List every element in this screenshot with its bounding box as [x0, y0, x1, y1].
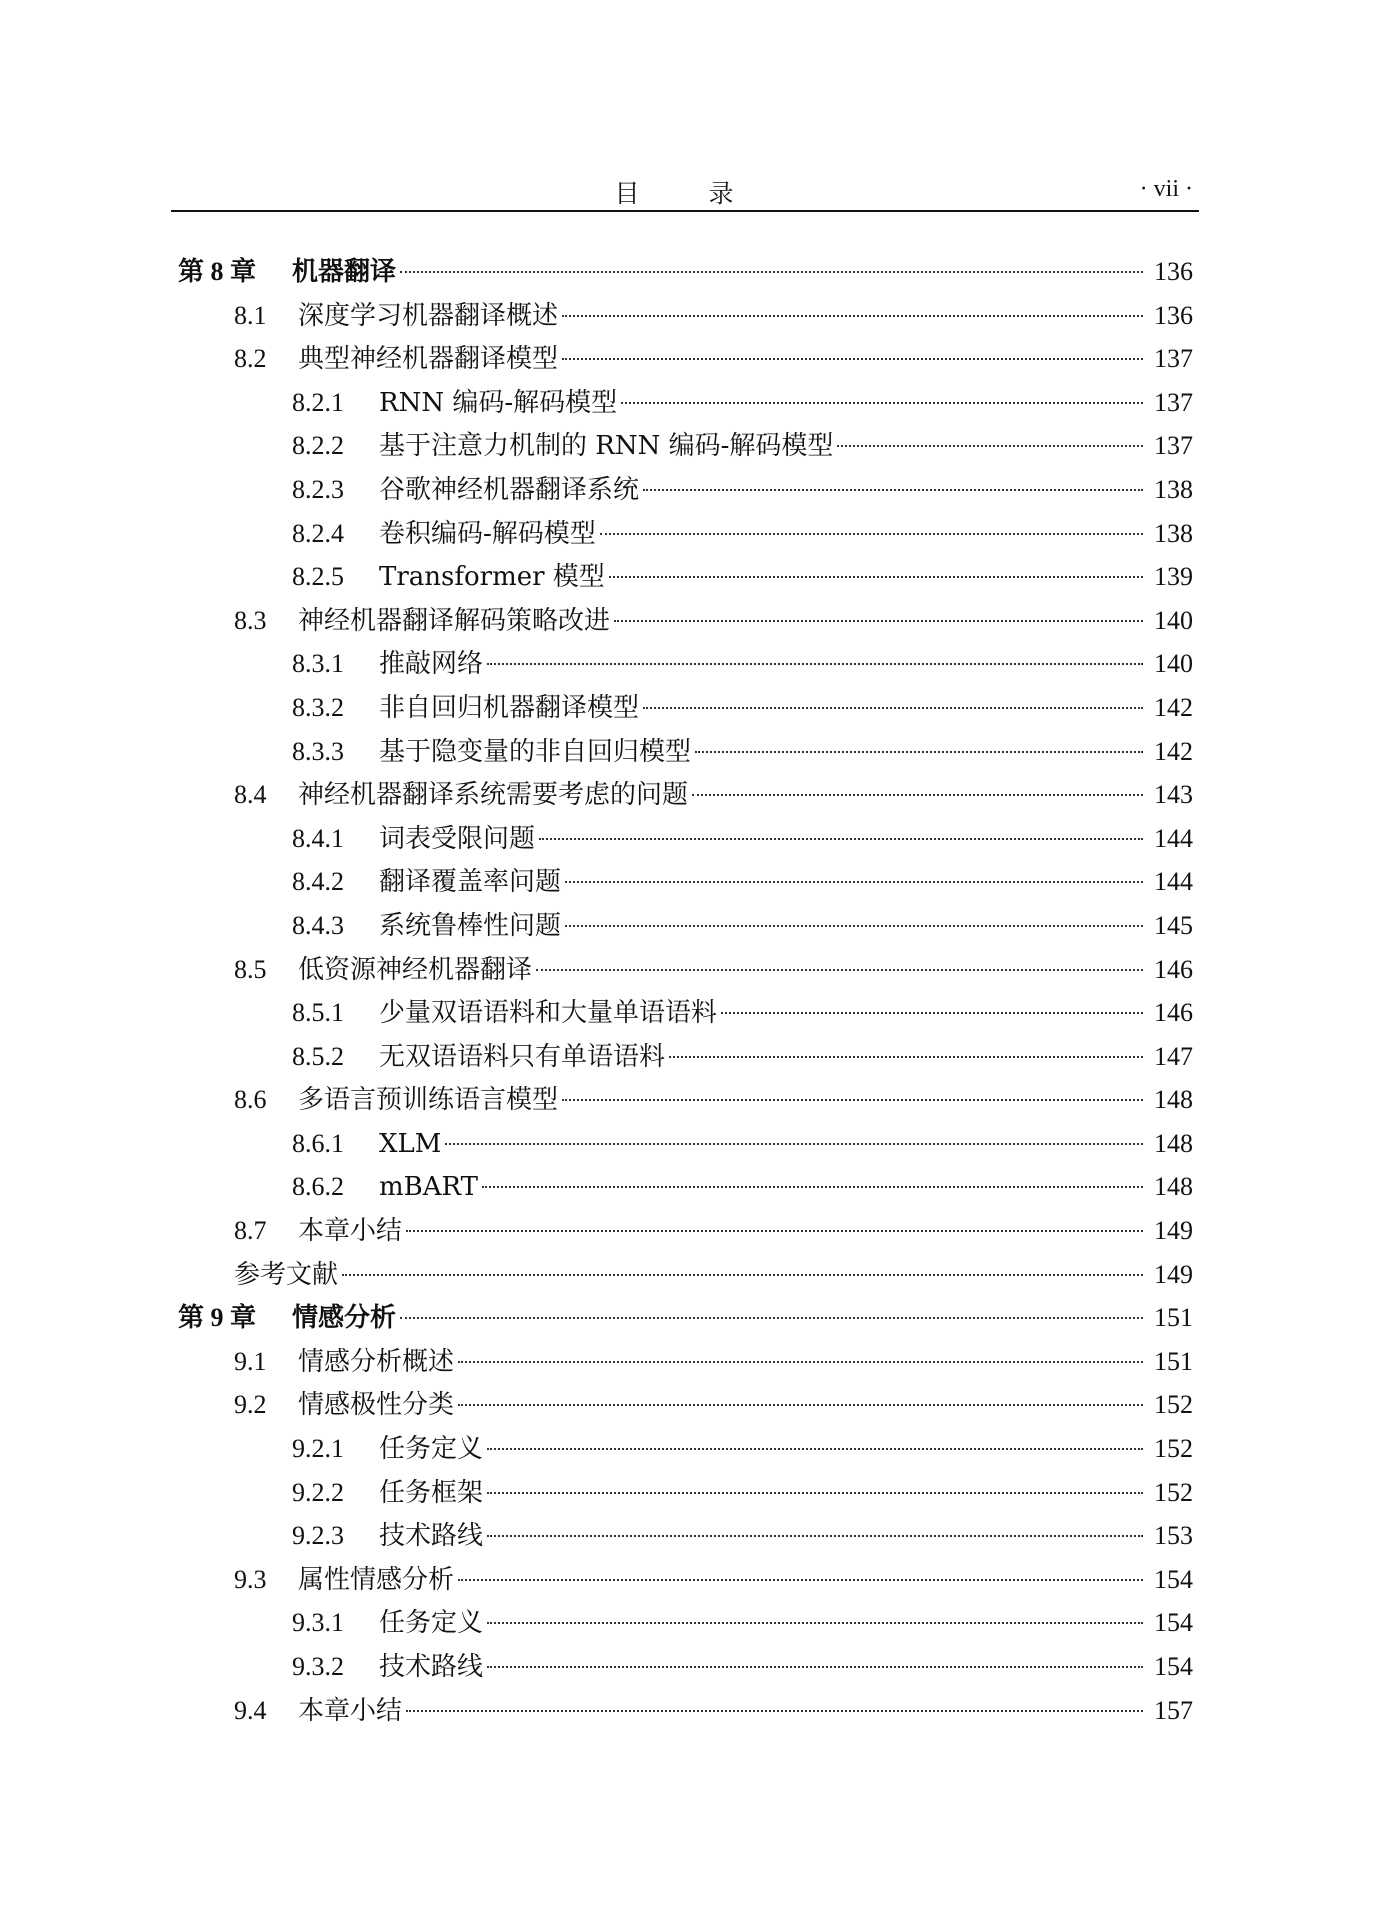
toc-entry-number: 9.3.1 — [292, 1608, 344, 1638]
toc-entry-title: 深度学习机器翻译概述 — [298, 300, 559, 331]
toc-entry-page: 148 — [1154, 1128, 1193, 1158]
toc-entry-title: 情感分析 — [292, 1303, 397, 1334]
toc-entry[interactable] — [171, 730, 1199, 774]
toc-entry[interactable] — [171, 1471, 1199, 1515]
toc-entry[interactable] — [171, 1296, 1199, 1340]
toc-entry-number: 9.2.3 — [292, 1521, 344, 1551]
dot-leader — [669, 1056, 1143, 1058]
toc-entry[interactable] — [171, 1514, 1199, 1558]
toc-entry-number: 8.5.1 — [292, 998, 344, 1028]
toc-entry-title: 本章小结 — [298, 1216, 403, 1247]
toc-entry-page: 151 — [1154, 1303, 1193, 1333]
dot-leader — [692, 794, 1143, 796]
toc-entry-title: 属性情感分析 — [298, 1564, 455, 1595]
toc-entry-title: 谷歌神经机器翻译系统 — [379, 474, 640, 505]
dot-leader — [406, 1710, 1143, 1712]
toc-entry-page: 144 — [1154, 823, 1193, 853]
toc-entry-page: 157 — [1154, 1695, 1193, 1725]
toc-entry-number: 8.2.2 — [292, 431, 344, 461]
toc-entry[interactable] — [171, 991, 1199, 1035]
toc-entry[interactable] — [171, 1427, 1199, 1471]
toc-entry-page: 148 — [1154, 1172, 1193, 1202]
toc-entry-title: 系统鲁棒性问题 — [379, 910, 562, 941]
toc-entry-page: 138 — [1154, 474, 1193, 504]
toc-entry-number: 8.2.1 — [292, 387, 344, 417]
dot-leader — [406, 1230, 1143, 1232]
toc-entry-page: 154 — [1154, 1652, 1193, 1681]
toc-entry[interactable] — [171, 1122, 1199, 1166]
toc-entry-number: 9.2.1 — [292, 1434, 344, 1464]
header-title: 目 录 — [614, 179, 756, 208]
toc-entry-page: 143 — [1154, 780, 1193, 810]
dot-leader — [487, 663, 1143, 665]
toc-entry-number: 8.6.2 — [292, 1172, 344, 1202]
toc-entry-page: 137 — [1154, 431, 1193, 461]
toc-entry-number: 8.4.1 — [292, 823, 344, 853]
toc-entry-title: 多语言预训练语言模型 — [298, 1085, 559, 1116]
dot-leader — [487, 1535, 1143, 1537]
toc-entry[interactable] — [171, 1209, 1199, 1253]
toc-entry-page: 139 — [1154, 562, 1193, 592]
toc-entry-number: 9.1 — [234, 1346, 267, 1376]
toc-entry-title: 任务定义 — [379, 1434, 484, 1465]
toc-entry-title: 机器翻译 — [292, 257, 397, 287]
toc-entry[interactable] — [171, 1689, 1199, 1733]
toc-entry[interactable] — [171, 1383, 1199, 1427]
toc-entry-title: 无双语语料只有单语语料 — [379, 1041, 666, 1072]
toc-entry-page: 146 — [1154, 998, 1193, 1028]
toc-entry[interactable] — [171, 1558, 1199, 1602]
dot-leader — [565, 925, 1143, 927]
toc-entry[interactable] — [171, 773, 1199, 817]
table-of-contents — [171, 250, 1199, 1732]
toc-entry-page: 142 — [1154, 736, 1193, 766]
dot-leader — [487, 1448, 1143, 1450]
toc-entry-page: 152 — [1154, 1390, 1193, 1420]
toc-entry-number: 8.3.2 — [292, 692, 344, 722]
toc-entry-title: 神经机器翻译系统需要考虑的问题 — [298, 780, 689, 811]
toc-entry[interactable] — [171, 860, 1199, 904]
dot-leader — [342, 1274, 1143, 1276]
header-rule — [171, 210, 1199, 212]
toc-entry-title: 任务框架 — [379, 1477, 484, 1508]
toc-entry[interactable] — [171, 1165, 1199, 1209]
toc-entry[interactable] — [171, 250, 1199, 294]
dot-leader — [458, 1361, 1143, 1363]
toc-entry-number: 9.3.2 — [292, 1652, 344, 1681]
toc-entry-page: 147 — [1154, 1041, 1193, 1071]
toc-entry-number: 8.2 — [234, 344, 267, 374]
dot-leader — [565, 881, 1143, 883]
toc-entry-number: 8.2.4 — [292, 518, 344, 548]
toc-entry-page: 149 — [1154, 1216, 1193, 1246]
toc-entry[interactable] — [171, 512, 1199, 556]
dot-leader — [458, 1404, 1143, 1406]
toc-entry[interactable] — [171, 1078, 1199, 1122]
toc-entry-number: 8.5.2 — [292, 1041, 344, 1071]
toc-entry[interactable] — [171, 948, 1199, 992]
toc-entry-number: 8.7 — [234, 1216, 267, 1246]
toc-entry-number: 9.2.2 — [292, 1477, 344, 1507]
dot-leader — [562, 315, 1143, 317]
toc-entry-number: 8.4.3 — [292, 910, 344, 940]
toc-entry[interactable] — [171, 1340, 1199, 1384]
toc-entry[interactable] — [171, 599, 1199, 643]
dot-leader — [400, 1317, 1143, 1319]
dot-leader — [458, 1579, 1143, 1581]
toc-entry[interactable] — [171, 468, 1199, 512]
toc-entry-page: 151 — [1154, 1346, 1193, 1376]
dot-leader — [487, 1622, 1143, 1624]
toc-entry-page: 140 — [1154, 649, 1193, 679]
toc-entry-title: 卷积编码-解码模型 — [379, 518, 596, 549]
dot-leader — [643, 489, 1143, 491]
dot-leader — [400, 271, 1143, 273]
dot-leader — [643, 707, 1143, 709]
toc-entry-title: 翻译覆盖率问题 — [379, 867, 562, 898]
toc-entry-title: XLM — [379, 1128, 442, 1159]
toc-entry-number: 9.2 — [234, 1390, 267, 1420]
toc-entry-title: 本章小结 — [298, 1695, 403, 1726]
toc-entry-page: 138 — [1154, 518, 1193, 548]
toc-entry[interactable] — [171, 904, 1199, 948]
toc-entry[interactable] — [171, 381, 1199, 425]
toc-entry[interactable] — [171, 1601, 1199, 1645]
toc-entry-title: 技术路线 — [379, 1521, 484, 1552]
toc-entry-page: 152 — [1154, 1477, 1193, 1507]
toc-entry-title: 任务定义 — [379, 1608, 484, 1639]
toc-entry-page: 137 — [1154, 387, 1193, 417]
toc-entry-page: 146 — [1154, 954, 1193, 984]
toc-entry-title: 技术路线 — [379, 1652, 484, 1682]
toc-entry-number: 8.4.2 — [292, 867, 344, 897]
toc-entry-page: 148 — [1154, 1085, 1193, 1115]
dot-leader — [482, 1186, 1143, 1188]
toc-entry-number: 8.2.3 — [292, 474, 344, 504]
toc-entry-page: 142 — [1154, 692, 1193, 722]
toc-entry[interactable] — [171, 337, 1199, 381]
toc-entry-page: 145 — [1154, 910, 1193, 940]
toc-entry-title: 非自回归机器翻译模型 — [379, 692, 640, 723]
toc-entry-page: 136 — [1154, 300, 1193, 330]
header-page-number: · vii · — [1139, 176, 1193, 202]
dot-leader — [539, 838, 1143, 840]
toc-entry-number: 8.6 — [234, 1085, 267, 1115]
dot-leader — [614, 620, 1143, 622]
toc-entry-page: 140 — [1154, 605, 1193, 635]
toc-entry-number: 9.3 — [234, 1564, 267, 1594]
toc-entry-title: 情感分析概述 — [298, 1346, 455, 1377]
toc-entry[interactable] — [171, 424, 1199, 468]
dot-leader — [562, 358, 1143, 360]
toc-entry-title: 情感极性分类 — [298, 1390, 455, 1421]
toc-entry[interactable] — [171, 642, 1199, 686]
dot-leader — [609, 576, 1143, 578]
toc-entry-number: 第 8 章 — [178, 257, 257, 286]
toc-entry-title: 基于隐变量的非自回归模型 — [379, 736, 692, 767]
dot-leader — [721, 1012, 1143, 1014]
toc-entry-page: 154 — [1154, 1608, 1193, 1638]
toc-entry-number: 9.4 — [234, 1695, 267, 1725]
dot-leader — [695, 751, 1143, 753]
dot-leader — [600, 533, 1143, 535]
toc-entry-page: 137 — [1154, 344, 1193, 374]
toc-entry[interactable] — [171, 1253, 1199, 1297]
dot-leader — [536, 969, 1143, 971]
toc-entry[interactable] — [171, 294, 1199, 338]
toc-entry-title: 推敲网络 — [379, 649, 484, 680]
dot-leader — [621, 402, 1143, 404]
toc-entry-title: RNN 编码-解码模型 — [379, 387, 618, 418]
toc-entry-page: 144 — [1154, 867, 1193, 897]
toc-entry-page: 153 — [1154, 1521, 1193, 1551]
toc-entry-title: 少量双语语料和大量单语语料 — [379, 998, 718, 1029]
toc-entry-title: 参考文献 — [234, 1259, 339, 1290]
toc-entry[interactable] — [171, 1645, 1199, 1689]
toc-entry-number: 8.1 — [234, 300, 267, 330]
toc-entry-number: 8.5 — [234, 954, 267, 984]
toc-entry-number: 第 9 章 — [178, 1303, 257, 1333]
toc-entry-number: 8.6.1 — [292, 1128, 344, 1158]
toc-entry-title: 低资源神经机器翻译 — [298, 954, 533, 985]
toc-entry-page: 152 — [1154, 1434, 1193, 1464]
toc-entry[interactable] — [171, 1035, 1199, 1079]
toc-entry-page: 149 — [1154, 1259, 1193, 1289]
toc-entry-page: 136 — [1154, 257, 1193, 286]
running-header — [171, 170, 1199, 210]
dot-leader — [487, 1492, 1143, 1494]
toc-entry-number: 8.3.3 — [292, 736, 344, 766]
dot-leader — [445, 1143, 1143, 1145]
toc-entry-number: 8.3.1 — [292, 649, 344, 679]
toc-entry-title: 神经机器翻译解码策略改进 — [298, 605, 611, 636]
toc-entry[interactable] — [171, 817, 1199, 861]
toc-entry-number: 8.2.5 — [292, 562, 344, 592]
dot-leader — [837, 445, 1143, 447]
toc-entry-title: mBART — [379, 1172, 478, 1203]
toc-entry[interactable] — [171, 555, 1199, 599]
toc-entry-title: 基于注意力机制的 RNN 编码-解码模型 — [379, 431, 834, 462]
toc-entry-title: 词表受限问题 — [379, 823, 536, 854]
dot-leader — [487, 1666, 1143, 1668]
toc-entry-page: 154 — [1154, 1564, 1193, 1594]
toc-entry-number: 8.3 — [234, 605, 267, 635]
dot-leader — [562, 1099, 1143, 1101]
toc-entry-title: Transformer 模型 — [379, 562, 605, 593]
toc-entry-title: 典型神经机器翻译模型 — [298, 344, 559, 375]
toc-entry[interactable] — [171, 686, 1199, 730]
toc-entry-number: 8.4 — [234, 780, 267, 810]
